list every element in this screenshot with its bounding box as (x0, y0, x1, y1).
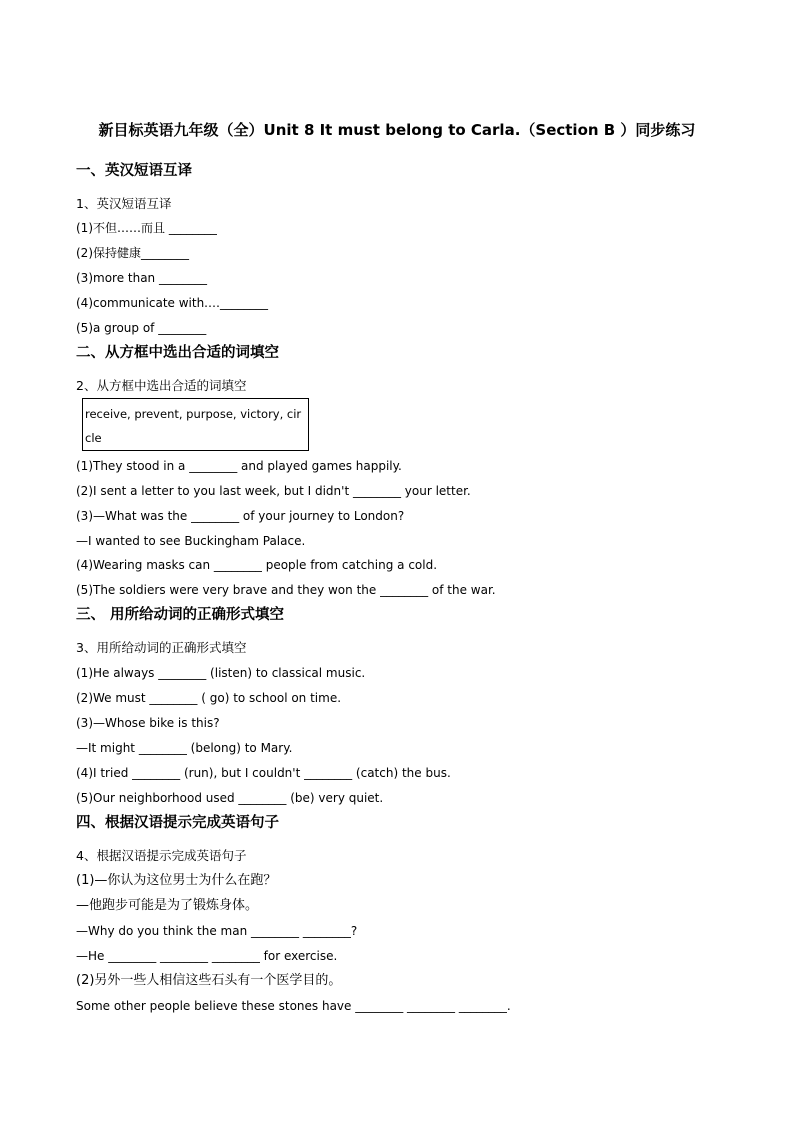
section-heading-1: 一、英汉短语互译 (76, 163, 192, 179)
question-line: (2)I sent a letter to you last week, but I didn't ________ your letter. (76, 484, 471, 498)
question-line: (2)保持健康________ (76, 246, 189, 260)
question-prompt-4: 4、根据汉语提示完成英语句子 (76, 848, 247, 863)
page-title: 新目标英语九年级（全）Unit 8 It must belong to Carla.（Section B ）同步练习 (98, 121, 696, 139)
question-line: Some other people believe these stones have ________ ________ ________. (76, 999, 511, 1013)
section-heading-4: 四、根据汉语提示完成英语句子 (76, 815, 279, 831)
section-heading-3: 三、 用所给动词的正确形式填空 (76, 607, 285, 623)
question-line: —I wanted to see Buckingham Palace. (76, 534, 306, 548)
question-line: (4)Wearing masks can ________ people from catching a cold. (76, 558, 438, 572)
question-line: (1)He always ________ (listen) to classical music. (76, 666, 366, 680)
word-box: receive, prevent, purpose, victory, circle (82, 398, 309, 451)
question-prompt-3: 3、用所给动词的正确形式填空 (76, 640, 247, 655)
question-line: (3)more than ________ (76, 271, 207, 285)
question-line: —他跑步可能是为了锻炼身体。 (76, 898, 259, 913)
question-line: (5)The soldiers were very brave and they won the ________ of the war. (76, 583, 496, 597)
question-line: (2)We must ________ ( go) to school on time. (76, 691, 342, 705)
question-line: (1)—你认为这位男士为什么在跑？ (76, 873, 277, 888)
question-line: (5)Our neighborhood used ________ (be) very quiet. (76, 791, 384, 805)
question-prompt-1: 1、英汉短语互译 (76, 196, 172, 211)
question-line: —It might ________ (belong) to Mary. (76, 741, 293, 755)
question-line: (2)另外一些人相信这些石头有一个医学目的。 (76, 973, 342, 988)
question-line: (3)—Whose bike is this? (76, 716, 220, 730)
question-line: —Why do you think the man ________ ________? (76, 924, 358, 938)
question-line: (3)—What was the ________ of your journey to London? (76, 509, 405, 523)
question-line: (4)communicate with.…________ (76, 296, 268, 310)
question-line: (1)不但……而且 ________ (76, 221, 217, 235)
question-line: (4)I tried ________ (run), but I couldn't ________ (catch) the bus. (76, 766, 451, 780)
question-prompt-2: 2、从方框中选出合适的词填空 (76, 378, 247, 393)
section-heading-2: 二、从方框中选出合适的词填空 (76, 345, 279, 361)
question-line: (1)They stood in a ________ and played games happily. (76, 459, 402, 473)
question-line: (5)a group of ________ (76, 321, 207, 335)
question-line: —He ________ ________ ________ for exercise. (76, 949, 338, 963)
